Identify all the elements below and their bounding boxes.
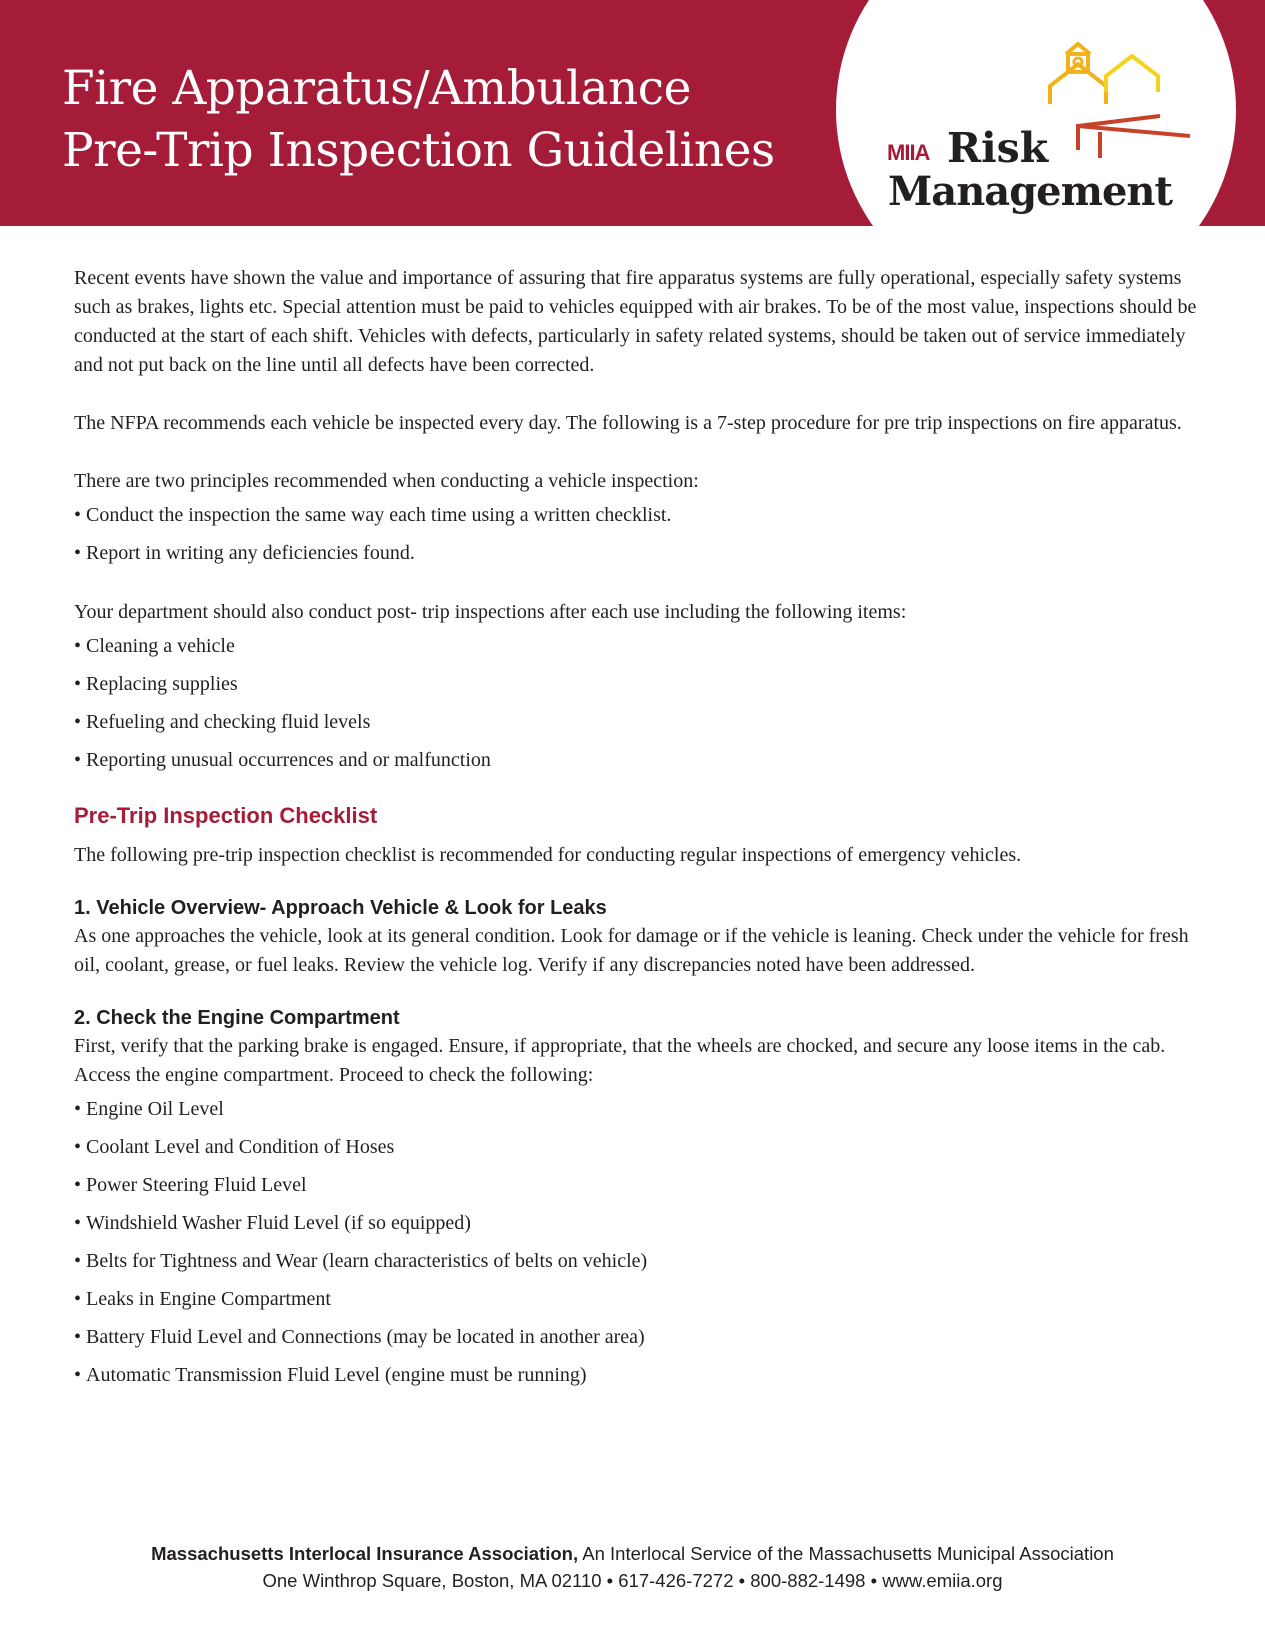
footer-address-line: One Winthrop Square, Boston, MA 02110 • 617-426-7272 • 800-882-1498 • www.emiia.org — [262, 1570, 1003, 1591]
step-2-body: First, verify that the parking brake is engaged. Ensure, if appropriate, that the wheels are chocked, and secure any loose items in the cab. Access the engine compartment. Proceed to check the following: — [74, 1035, 1166, 1086]
intro-paragraph-3: There are two principles recommended when conducting a vehicle inspection: — [74, 470, 699, 492]
list-item: • Conduct the inspection the same way each time using a written checklist. — [74, 496, 1199, 534]
post-trip-list — [74, 627, 1199, 779]
footer-org-line — [0, 1540, 1265, 1567]
page-title-line-2: Pre-Trip Inspection Guidelines — [62, 123, 775, 178]
footer-org-description: An Interlocal Service of the Massachusetts Municipal Association — [578, 1543, 1114, 1564]
checklist-intro: The following pre-trip inspection checklist is recommended for conducting regular inspections of emergency vehicles. — [74, 844, 1022, 866]
engine-checklist — [74, 1090, 1199, 1394]
list-item: • Report in writing any deficiencies found. — [74, 534, 1199, 572]
principles-list — [74, 496, 1199, 572]
list-item: • Battery Fluid Level and Connections (may be located in another area) — [74, 1318, 1199, 1356]
list-item: • Reporting unusual occurrences and or malfunction — [74, 741, 1199, 779]
page-footer — [0, 1540, 1265, 1594]
list-item: • Automatic Transmission Fluid Level (engine must be running) — [74, 1356, 1199, 1394]
page-title — [62, 58, 775, 182]
schoolhouse-logo-icon — [1040, 40, 1200, 160]
page-title-line-1: Fire Apparatus/Ambulance — [62, 61, 691, 116]
list-item: • Cleaning a vehicle — [74, 627, 1199, 665]
intro-paragraph-4: Your department should also conduct post- trip inspections after each use including the following items: — [74, 601, 907, 623]
list-item: • Power Steering Fluid Level — [74, 1166, 1199, 1204]
step-2-title: 2. Check the Engine Compartment — [74, 1007, 400, 1029]
header-banner — [0, 0, 1265, 226]
list-item: • Coolant Level and Condition of Hoses — [74, 1128, 1199, 1166]
intro-paragraph-2: The NFPA recommends each vehicle be inspected every day. The following is a 7-step procedure for pre trip inspections on fire apparatus. — [74, 412, 1182, 434]
list-item: • Belts for Tightness and Wear (learn characteristics of belts on vehicle) — [74, 1242, 1199, 1280]
list-item: • Windshield Washer Fluid Level (if so equipped) — [74, 1204, 1199, 1242]
document-body — [74, 264, 1199, 1394]
checklist-heading: Pre-Trip Inspection Checklist — [74, 803, 378, 828]
list-item: • Engine Oil Level — [74, 1090, 1199, 1128]
list-item: • Leaks in Engine Compartment — [74, 1280, 1199, 1318]
logo-miia-text: MIIA — [887, 140, 930, 165]
list-item: • Replacing supplies — [74, 665, 1199, 703]
logo-risk-text: Risk — [947, 124, 1049, 172]
logo-management-text: Management — [888, 168, 1172, 215]
step-1-title: 1. Vehicle Overview- Approach Vehicle & Look for Leaks — [74, 897, 607, 919]
footer-org-name: Massachusetts Interlocal Insurance Association, — [151, 1543, 579, 1564]
intro-paragraph-1: Recent events have shown the value and importance of assuring that fire apparatus systems are fully operational, especially safety systems such as brakes, lights etc. Special attention must be paid to vehicles equipped with air brakes. To be of the most value, inspections should be conducted at the start of each shift. Vehicles with defects, particularly in safety related systems, should be taken out of service immediately and not put back on the line until all defects have been corrected. — [74, 267, 1197, 376]
step-1-body: As one approaches the vehicle, look at its general condition. Look for damage or if the vehicle is leaning. Check under the vehicle for fresh oil, coolant, grease, or fuel leaks. Review the vehicle log. Verify if any discrepancies noted have been addressed. — [74, 925, 1189, 976]
list-item: • Refueling and checking fluid levels — [74, 703, 1199, 741]
